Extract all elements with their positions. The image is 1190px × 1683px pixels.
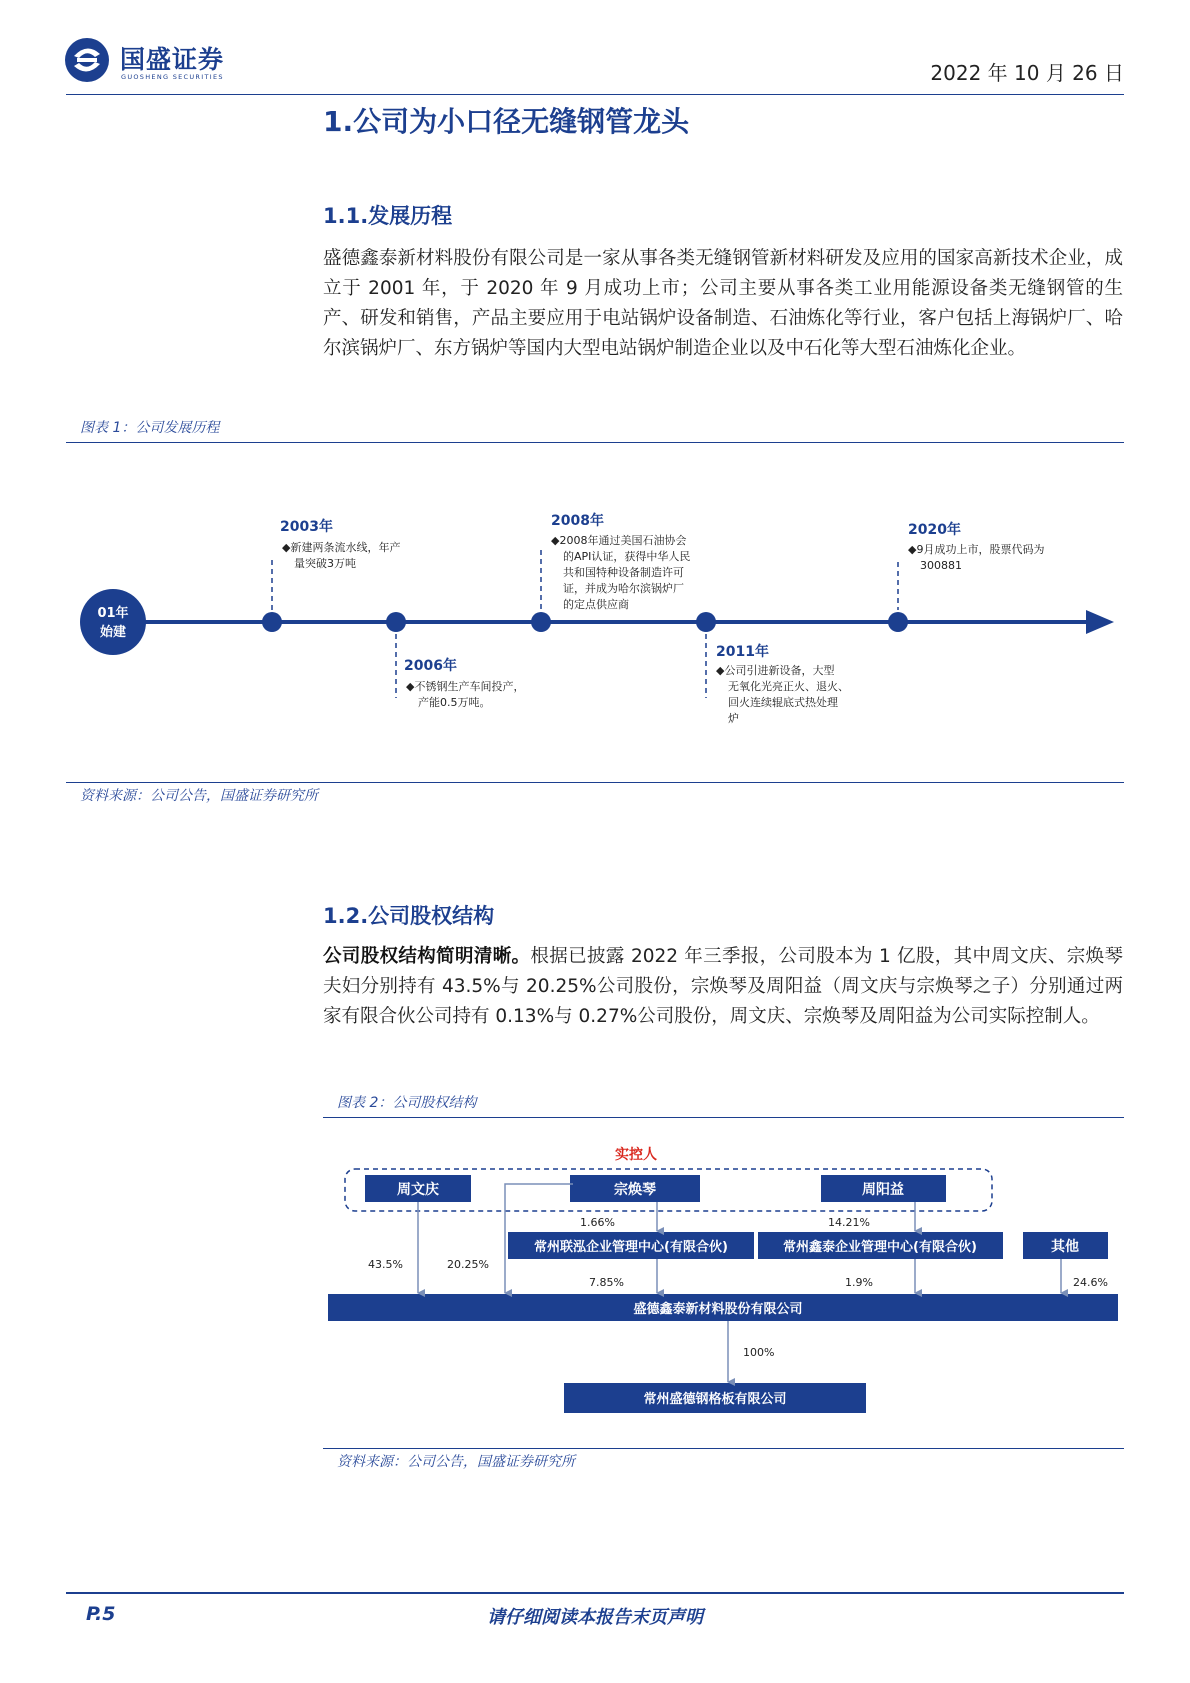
holder-zhou-yangyi: 周阳益: [862, 1182, 904, 1198]
timeline-marker-2020: [888, 612, 908, 632]
header-divider: [66, 94, 1124, 95]
holder-zhou-wenqing: 周文庆: [397, 1182, 439, 1198]
timeline-start-label: 始建: [99, 625, 127, 640]
lp-lianhong: 常州联泓企业管理中心(有限合伙): [534, 1240, 728, 1255]
timeline-marker-2008: [531, 612, 551, 632]
company-name: 盛德鑫泰新材料股份有限公司: [633, 1302, 803, 1317]
lp-xintai: 常州鑫泰企业管理中心(有限合伙): [783, 1240, 977, 1255]
pct-zhou-company: 43.5%: [368, 1258, 403, 1271]
guosheng-logo-icon: [62, 36, 112, 84]
pct-zhouyangyi-xintai: 14.21%: [828, 1216, 870, 1229]
event-2008-year: 2008年: [551, 513, 604, 529]
figure2-source: 资料来源：公司公告，国盛证券研究所: [337, 1454, 575, 1470]
event-2011-line: 无氧化光亮正火、退火、: [728, 680, 849, 693]
footer-disclaimer: 请仔细阅读本报告末页声明: [487, 1607, 703, 1628]
event-2006-line: 产能0.5万吨。: [418, 696, 491, 709]
pct-company-subsidiary: 100%: [743, 1346, 775, 1359]
timeline-start-circle: [80, 589, 146, 655]
event-2011-year: 2011年: [716, 644, 769, 660]
event-2020-line: ◆9月成功上市，股票代码为: [908, 543, 1045, 556]
pct-xintai-company: 1.9%: [845, 1276, 873, 1289]
company-logo-subtitle: GUOSHENG SECURITIES: [121, 73, 224, 81]
holder-other: 其他: [1051, 1239, 1079, 1255]
timeline-start-year: 01年: [97, 606, 129, 621]
pct-other-company: 24.6%: [1073, 1276, 1108, 1289]
timeline-marker-2003: [262, 612, 282, 632]
timeline-arrowhead: [1086, 610, 1114, 634]
event-2011-line: 炉: [728, 712, 739, 725]
event-2008-line: 的API认证，获得中华人民: [563, 550, 691, 563]
subsidiary-name: 常州盛德钢格板有限公司: [643, 1392, 787, 1407]
figure1-bottom-rule: [66, 782, 1124, 783]
timeline-marker-2006: [386, 612, 406, 632]
holder-zong-huanqin: 宗焕琴: [614, 1182, 656, 1198]
figure1-source: 资料来源：公司公告，国盛证券研究所: [80, 788, 318, 804]
equity-body: 根据已披露 2022 年三季报，公司股本为 1 亿股，其中周文庆、宗焕琴夫妇分别持有 43.5%与 20.25%公司股份，宗焕琴及周阳益（周文庆与宗焕琴之子）分别通过两家有限合伙公司持有 0.13%与 0.27%公司股份，周文庆、宗焕琴及周阳益为公司实际控制人。: [323, 946, 1123, 1027]
pct-zong-company: 20.25%: [447, 1258, 489, 1271]
figure1-caption: 图表 1：公司发展历程: [80, 420, 220, 436]
pct-lianhong-company: 7.85%: [589, 1276, 624, 1289]
development-timeline: [66, 460, 1124, 750]
company-logo-name: 国盛证券: [120, 45, 225, 74]
event-2020-line: 300881: [920, 559, 962, 572]
event-2011-line: ◆公司引进新设备，大型: [716, 664, 835, 677]
event-2020-year: 2020年: [908, 522, 961, 538]
event-2008-line: ◆2008年通过美国石油协会: [551, 534, 687, 547]
event-2008-line: 的定点供应商: [563, 598, 629, 611]
section-title: 1.公司为小口径无缝钢管龙头: [323, 105, 690, 138]
figure2-caption: 图表 2：公司股权结构: [337, 1095, 477, 1111]
event-2008-line: 证，并成为哈尔滨锅炉厂: [563, 582, 684, 595]
event-2003-line: 量突破3万吨: [294, 557, 356, 570]
pct-zong-lianhong: 1.66%: [580, 1216, 615, 1229]
figure2-top-rule: [323, 1117, 1124, 1118]
event-2006-line: ◆不锈钢生产车间投产，: [406, 680, 525, 693]
equity-paragraph: [323, 942, 1123, 1032]
footer-divider: [66, 1592, 1124, 1594]
figure1-top-rule: [66, 442, 1124, 443]
history-paragraph: 盛德鑫泰新材料股份有限公司是一家从事各类无缝钢管新材料研发及应用的国家高新技术企业，成立于 2001 年，于 2020 年 9 月成功上市；公司主要从事各类工业用能源设备类无缝钢管的生产、研发和销售，产品主要应用于电站锅炉设备制造、石油炼化等行业，客户包括上海锅炉厂、哈尔滨锅炉厂、东方锅炉等国内大型电站锅炉制造企业以及中石化等大型石油炼化企业。: [323, 248, 1123, 359]
subsection-title-history: 1.1.发展历程: [323, 204, 453, 228]
event-2003-year: 2003年: [280, 519, 333, 535]
equity-structure-chart: [323, 1140, 1124, 1450]
report-date: 2022 年 10 月 26 日: [930, 61, 1124, 85]
event-2006-year: 2006年: [404, 658, 457, 674]
event-2011-line: 回火连续辊底式热处理: [728, 696, 838, 709]
controller-label: 实控人: [615, 1147, 657, 1163]
equity-lead: 公司股权结构简明清晰。: [323, 946, 531, 967]
event-2003-line: ◆新建两条流水线，年产: [282, 541, 401, 554]
timeline-marker-2011: [696, 612, 716, 632]
subsection-title-equity: 1.2.公司股权结构: [323, 904, 495, 928]
event-2008-line: 共和国特种设备制造许可: [563, 566, 684, 579]
page-number: P.5: [86, 1603, 116, 1625]
figure2-bottom-rule: [323, 1448, 1124, 1449]
